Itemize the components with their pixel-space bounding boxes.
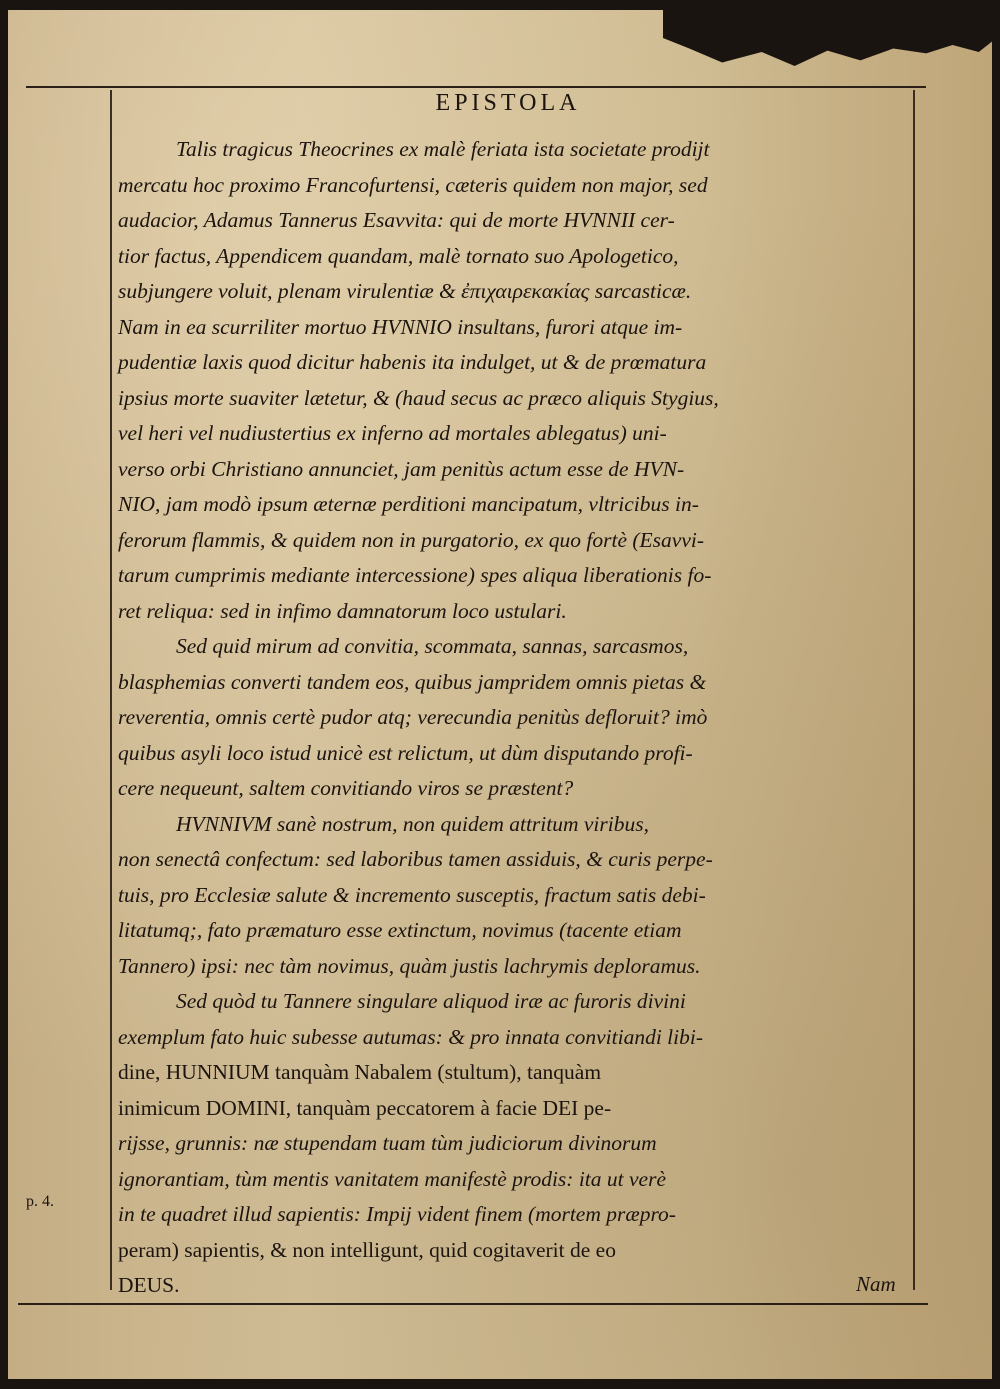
- text-line: pudentiæ laxis quod dicitur habenis ita indulget, ut & de prœmatura: [118, 350, 707, 374]
- left-margin-rule: [110, 90, 112, 1290]
- text-line: reverentia, omnis certè pudor atq; verecundia penitùs defloruit? imò: [118, 705, 708, 729]
- document-page: [8, 10, 992, 1379]
- text-line: exemplum fato huic subesse autumas: & pro innata convitiandi libi-: [118, 1024, 704, 1049]
- header-rule: [26, 86, 926, 88]
- margin-note: p. 4.: [26, 1193, 54, 1210]
- footer-rule: [18, 1303, 928, 1305]
- text-line: in te quadret illud sapientis: Impij vident finem (mortem præpro-: [118, 1202, 676, 1226]
- text-line: quibus asyli loco istud unicè est relictum, ut dùm disputando profi-: [118, 740, 693, 765]
- text-line: Nam in ea scurriliter mortuo HVNNIO insultans, furori atque im-: [118, 314, 683, 339]
- text-line: rijsse, grunnis: næ stupendam tuam tùm judiciorum divinorum: [118, 1131, 657, 1155]
- text-line: inimicum DOMINI, tanquàm peccatorem à facie DEI pe-: [118, 1095, 612, 1120]
- text-line: HVNNIVM sanè nostrum, non quidem attritum viribus,: [176, 811, 649, 836]
- text-line: Sed quid mirum ad convitia, scommata, sannas, sarcasmos,: [176, 634, 689, 658]
- text-line: tior factus, Appendicem quandam, malè tornato suo Apologetico,: [118, 243, 679, 268]
- text-line: cere nequeunt, saltem convitiando viros se præstent?: [118, 776, 574, 800]
- torn-page-corner: [663, 10, 992, 80]
- text-line: litatumq;, fato præmaturo esse extinctum, novimus (tacente etiam: [118, 918, 682, 942]
- text-line: verso orbi Christiano annunciet, jam penitùs actum esse de HVN-: [118, 456, 685, 481]
- text-line: ignorantiam, tùm mentis vanitatem manifestè prodis: ita ut verè: [118, 1166, 666, 1191]
- text-line: subjungere voluit, plenam virulentiæ & ἐπιχαιρεκακίας sarcasticæ.: [118, 279, 692, 303]
- text-line: ferorum flammis, & quidem non in purgatorio, ex quo fortè (Esavvi-: [118, 527, 705, 552]
- text-line: dine, HUNNIUM tanquàm Nabalem (stultum), tanquàm: [118, 1060, 602, 1084]
- text-line: Tannero) ipsi: nec tàm novimus, quàm justis lachrymis deploramus.: [118, 953, 701, 978]
- text-line: tuis, pro Ecclesiæ salute & incremento susceptis, fractum satis debi-: [118, 882, 706, 907]
- text-line: vel heri vel nudiustertius ex inferno ad mortales ablegatus) uni-: [118, 421, 667, 445]
- text-line: non senectâ confectum: sed laboribus tamen assiduis, & curis perpe-: [118, 847, 713, 871]
- catchword: Nam: [856, 1272, 896, 1296]
- text-line: peram) sapientis, & non intelligunt, quid cogitaverit de eo: [118, 1237, 616, 1262]
- text-line: audacior, Adamus Tannerus Esavvita: qui de morte HVNNII cer-: [118, 208, 675, 232]
- text-line: DEUS.: [118, 1273, 180, 1297]
- body-text: [118, 132, 913, 1304]
- text-line: mercatu hoc proximo Francofurtensi, cæteris quidem non major, sed: [118, 172, 708, 197]
- text-line: NIO, jam modò ipsum æternæ perditioni mancipatum, vltricibus in-: [118, 492, 699, 516]
- text-line: blasphemias converti tandem eos, quibus jampridem omnis pietas &: [118, 669, 707, 694]
- running-header: EPISTOLA: [435, 90, 581, 116]
- text-line: Talis tragicus Theocrines ex malè feriata ista societate prodijt: [176, 137, 710, 161]
- text-line: Sed quòd tu Tannere singulare aliquod iræ ac furoris divini: [176, 989, 686, 1013]
- text-line: ipsius morte suaviter lætetur, & (haud secus ac præco aliquis Stygius,: [118, 385, 719, 410]
- right-margin-rule: [913, 90, 915, 1290]
- text-line: ret reliqua: sed in infimo damnatorum loco ustulari.: [118, 598, 567, 623]
- text-line: tarum cumprimis mediante intercessione) spes aliqua liberationis fo-: [118, 563, 712, 587]
